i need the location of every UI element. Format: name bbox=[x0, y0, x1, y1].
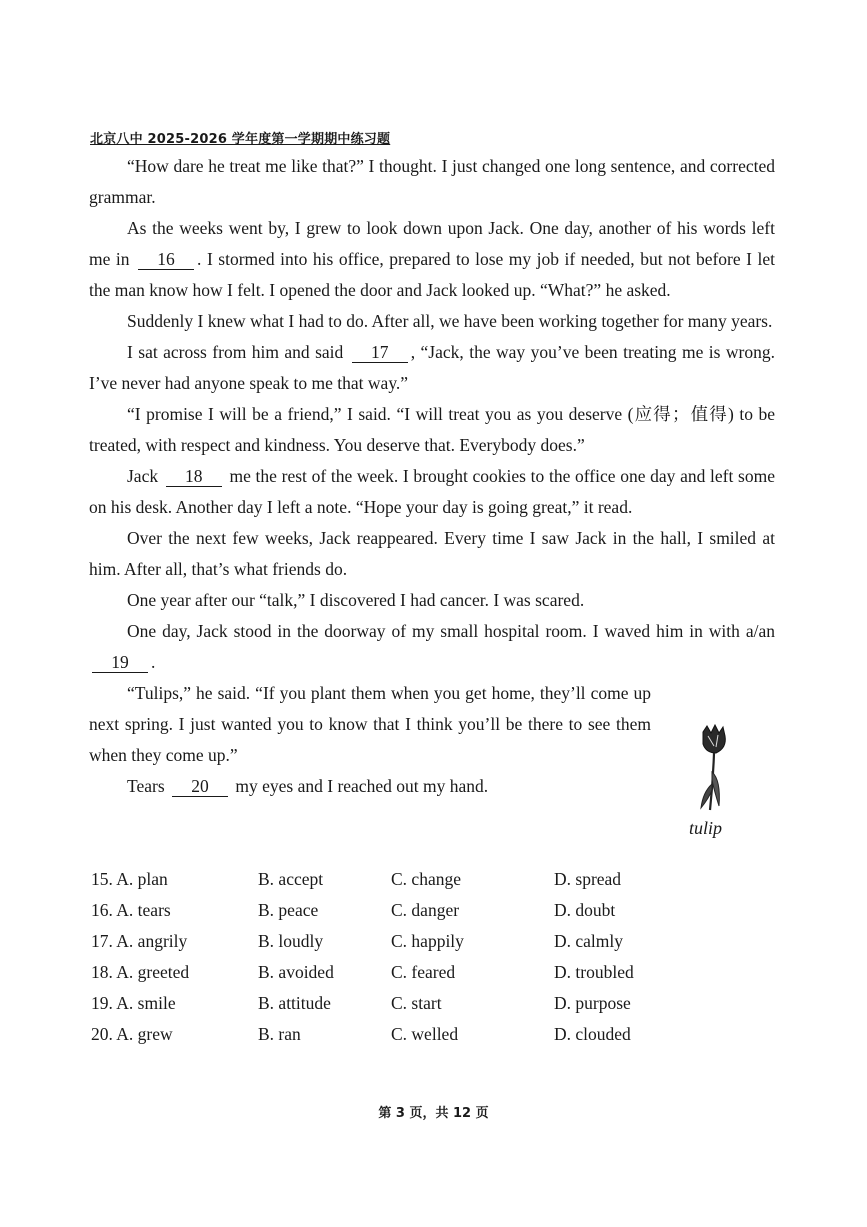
option-b: B. loudly bbox=[258, 931, 324, 951]
paragraph-9-text-a: One day, Jack stood in the doorway of my small hospital room. I waved him in with a/an bbox=[127, 621, 775, 641]
paragraph-2 bbox=[89, 213, 775, 306]
paragraph-7-text: Over the next few weeks, Jack reappeared. Every time I saw Jack in the hall, I smiled at him. After all, that’s what friends do. bbox=[89, 528, 775, 579]
blank-19: 19 bbox=[92, 652, 148, 673]
option-d: D. doubt bbox=[554, 900, 616, 920]
option-a: 20. A. grew bbox=[91, 1024, 173, 1044]
blank-18: 18 bbox=[166, 466, 222, 487]
paragraph-3 bbox=[89, 306, 775, 337]
option-b: B. attitude bbox=[258, 993, 331, 1013]
paragraph-4-text-a: I sat across from him and said bbox=[127, 342, 344, 362]
paragraph-11-text-b: my eyes and I reached out my hand. bbox=[235, 776, 489, 796]
reading-passage bbox=[89, 151, 775, 802]
option-row-20 bbox=[91, 1021, 771, 1052]
option-a: 15. A. plan bbox=[91, 869, 168, 889]
paragraph-2-text-a: As the weeks went by, I grew to look down upon Jack. One day, another of his words left me in bbox=[89, 218, 775, 269]
paragraph-11 bbox=[89, 771, 775, 802]
paragraph-11-text-a: Tears bbox=[127, 776, 165, 796]
blank-16: 16 bbox=[138, 249, 194, 270]
option-row-16 bbox=[91, 897, 771, 928]
option-b: B. avoided bbox=[258, 962, 334, 982]
option-d: D. troubled bbox=[554, 962, 634, 982]
blank-17: 17 bbox=[352, 342, 408, 363]
option-row-18 bbox=[91, 959, 771, 990]
page-footer: 第 3 页，共 12 页 bbox=[378, 1106, 489, 1121]
paragraph-6 bbox=[89, 461, 775, 523]
paragraph-10 bbox=[89, 678, 651, 771]
option-a: 19. A. smile bbox=[91, 993, 176, 1013]
option-a: 18. A. greeted bbox=[91, 962, 190, 982]
paragraph-8-text: One year after our “talk,” I discovered I had cancer. I was scared. bbox=[127, 590, 585, 610]
option-a: 17. A. angrily bbox=[91, 931, 188, 951]
paragraph-7 bbox=[89, 523, 775, 585]
option-b: B. accept bbox=[258, 869, 324, 889]
paragraph-5 bbox=[89, 399, 775, 461]
option-b: B. ran bbox=[258, 1024, 301, 1044]
option-d: D. purpose bbox=[554, 993, 631, 1013]
paragraph-10-text: “Tulips,” he said. “If you plant them when you get home, they’ll come up next spring. I just wanted you to know that I think you’ll be there to see them when they come up.” bbox=[89, 683, 651, 765]
option-row-17 bbox=[91, 928, 771, 959]
paragraph-4-text-b: , “Jack, the way you’ve been treating me is wrong. I’ve never had anyone speak to me that way.” bbox=[89, 342, 775, 393]
option-row-19 bbox=[91, 990, 771, 1021]
option-c: C. danger bbox=[391, 900, 460, 920]
option-c: C. happily bbox=[391, 931, 464, 951]
option-row-15 bbox=[91, 866, 771, 897]
paragraph-2-text-b: . I stormed into his office, prepared to lose my job if needed, but not before I let the man know how I felt. I opened the door and Jack looked up. “What?” he asked. bbox=[89, 249, 775, 300]
paragraph-1-text: “How dare he treat me like that?” I thought. I just changed one long sentence, and corrected grammar. bbox=[89, 156, 775, 207]
paragraph-6-text-a: Jack bbox=[127, 466, 159, 486]
paragraph-8 bbox=[89, 585, 775, 616]
paragraph-4 bbox=[89, 337, 775, 399]
option-c: C. start bbox=[391, 993, 442, 1013]
answer-options bbox=[91, 866, 771, 1052]
exam-header: 北京八中 2025-2026 学年度第一学期期中练习题 bbox=[90, 132, 391, 147]
option-d: D. clouded bbox=[554, 1024, 631, 1044]
option-c: C. change bbox=[391, 869, 461, 889]
option-a: 16. A. tears bbox=[91, 900, 171, 920]
paragraph-6-text-b: me the rest of the week. I brought cookies to the office one day and left some on his desk. Another day I left a note. “Hope your day is going great,” it read. bbox=[89, 466, 775, 517]
option-d: D. spread bbox=[554, 869, 622, 889]
paragraph-3-text: Suddenly I knew what I had to do. After all, we have been working together for many years. bbox=[127, 311, 773, 331]
blank-20: 20 bbox=[172, 776, 228, 797]
paragraph-1 bbox=[89, 151, 775, 213]
paragraph-9 bbox=[89, 616, 775, 678]
option-c: C. feared bbox=[391, 962, 456, 982]
tulip-caption: tulip bbox=[689, 818, 723, 838]
paragraph-9-text-b: . bbox=[151, 652, 156, 672]
paragraph-5-text: “I promise I will be a friend,” I said. “I will treat you as you deserve (应得；值得) to be treated, with respect and kindness. You deserve that. Everybody does.” bbox=[89, 404, 775, 455]
option-c: C. welled bbox=[391, 1024, 459, 1044]
option-b: B. peace bbox=[258, 900, 319, 920]
option-d: D. calmly bbox=[554, 931, 624, 951]
